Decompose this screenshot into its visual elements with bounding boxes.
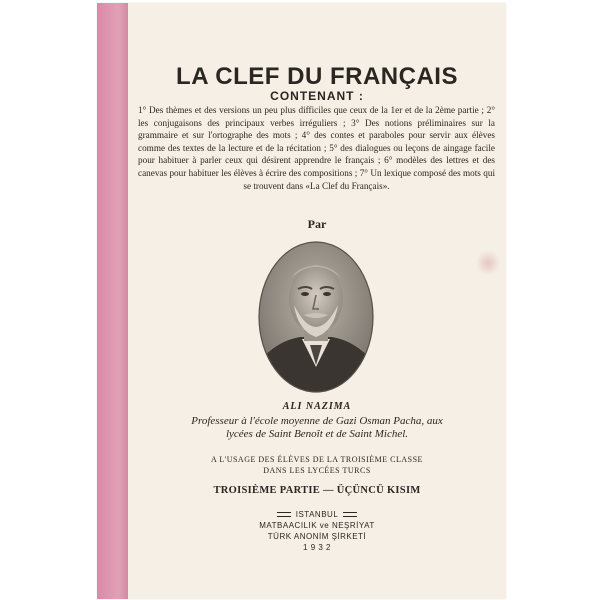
author-affiliation <box>128 415 506 441</box>
portrait-image <box>258 241 374 393</box>
usage-line-2: DANS LES LYCÉES TURCS <box>263 466 371 475</box>
usage-note <box>128 454 506 476</box>
book-page <box>97 3 506 599</box>
author-name: ALI NAZIMA <box>282 401 352 412</box>
part-label: TROISIÈME PARTIE — ÜÇÜNCÜ KISIM <box>213 485 421 496</box>
publisher-city-line <box>128 509 506 520</box>
double-rule-left <box>277 512 291 517</box>
affiliation-line-2: lycées de Saint Benoît et de Saint Michel. <box>225 428 409 440</box>
publisher-name-1: MATBAACILIK ve NEŞRİYAT <box>259 521 375 530</box>
book-title: LA CLEF DU FRANÇAIS <box>176 63 458 90</box>
affiliation-line-1: Professeur à l'école moyenne de Gazi Osman Pacha, aux <box>191 415 443 427</box>
publication-year: 1 9 3 2 <box>303 543 331 552</box>
contents-heading: CONTENANT : <box>270 89 364 103</box>
double-rule-right <box>343 512 357 517</box>
publisher-block <box>128 509 506 553</box>
title-page-content <box>128 3 506 599</box>
usage-line-1: A L'USAGE DES ÉLÈVES DE LA TROISIÈME CLASSE <box>211 455 423 464</box>
by-label: Par <box>307 217 327 231</box>
publisher-name-2: TÜRK ANONİM ŞİRKETİ <box>267 532 367 541</box>
contents-paragraph: 1° Des thèmes et des versions un peu plus difficiles que ceux de la 1er et de la 2ème partie ; 2° les conjugaisons des principaux verbes irréguliers ; 3° Des notions préliminaires sur la grammaire et sur l'ortographe des mots ; 4° des contes et paraboles pour servir aux élèves comme des textes de la lecture et de la récitation ; 5° des dialogues ou leçons de aingage facile pour habituer à parler ceux qui désirent apprendre le français ; 6° modèles des lettres et des canevas pour habituer les élèves à écrire des compositions ; 7° Un lexique composé des mots qui se trouvent dans «La Clef du Français». <box>138 105 495 191</box>
pink-spine-strip <box>97 3 128 599</box>
publisher-city: ISTANBUL <box>295 510 339 519</box>
author-portrait <box>258 241 374 393</box>
